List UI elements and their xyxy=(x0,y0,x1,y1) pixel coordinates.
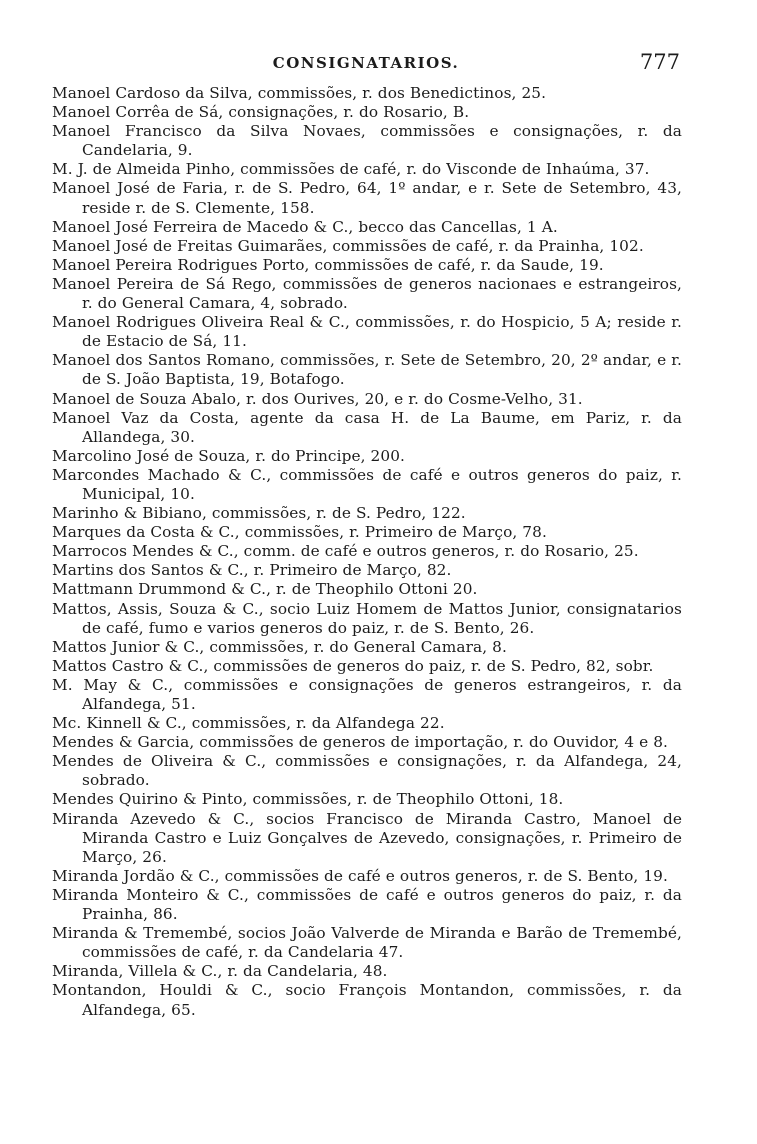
entry-list xyxy=(52,84,682,1020)
list-item: Miranda Jordão & C., commissões de café e outros generos, r. de S. Bento, 19. xyxy=(52,866,668,885)
list-item: Manoel Cardoso da Silva, commissões, r. dos Benedictinos, 25. xyxy=(52,84,547,102)
list-item: Mattos, Assis, Souza & C., socio Luiz Homem de Mattos Junior, consignatarios de café, fumo e varios generos do paiz, r. de S. Bento, 26. xyxy=(52,599,682,637)
list-item: Marques da Costa & C., commissões, r. Primeiro de Março, 78. xyxy=(52,523,547,542)
list-item: Marrocos Mendes & C., comm. de café e outros generos, r. do Rosario, 25. xyxy=(52,542,639,561)
list-item: M. May & C., commissões e consignações de generos estrangeiros, r. da Alfandega, 51. xyxy=(52,675,682,713)
list-item: Martins dos Santos & C., r. Primeiro de Março, 82. xyxy=(52,561,452,580)
list-item: Mattmann Drummond & C., r. de Theophilo Ottoni 20. xyxy=(52,580,478,599)
list-item: Manoel Rodrigues Oliveira Real & C., commissões, r. do Hospicio, 5 A; reside r. de Estacio de Sá, 11. xyxy=(52,313,682,351)
list-item: Manoel de Souza Abalo, r. dos Ourives, 20, e r. do Cosme-Velho, 31. xyxy=(52,389,583,408)
list-item: Manoel Vaz da Costa, agente da casa H. de La Baume, em Pariz, r. da Allandega, 30. xyxy=(52,408,682,446)
list-item: Miranda, Villela & C., r. da Candelaria, 48. xyxy=(52,962,388,981)
list-item: Mendes de Oliveira & C., commissões e consignações, r. da Alfandega, 24, sobrado. xyxy=(52,752,682,790)
list-item: Mendes & Garcia, commissões de generos de importação, r. do Ouvidor, 4 e 8. xyxy=(52,733,669,752)
list-item: Marcondes Machado & C., commissões de café e outros generos do paiz, r. Municipal, 10. xyxy=(52,465,682,503)
list-item: Mendes Quirino & Pinto, commissões, r. de Theophilo Ottoni, 18. xyxy=(52,790,564,809)
list-item: Manoel Pereira de Sá Rego, commissões de generos nacionaes e estrangeiros, r. do General Camara, 4, sobrado. xyxy=(52,274,682,313)
list-item: Manoel José Ferreira de Macedo & C., becco das Cancellas, 1 A. xyxy=(52,217,558,236)
list-item: Manoel Corrêa de Sá, consignações, r. do Rosario, B. xyxy=(52,103,470,122)
page-number: 777 xyxy=(639,50,680,74)
list-item: Manoel Francisco da Silva Novaes, commissões e consignações, r. da Candelaria, 9. xyxy=(52,122,682,160)
page-header xyxy=(52,50,680,78)
list-item: Marcolino José de Souza, r. do Principe, 200. xyxy=(52,446,405,465)
list-item: Montandon, Houldi & C., socio François Montandon, commissões, r. da Alfandega, 65. xyxy=(52,981,682,1019)
list-item: Mattos Castro & C., commissões de generos do paiz, r. de S. Pedro, 82, sobr. xyxy=(52,656,654,675)
list-item: Manoel Pereira Rodrigues Porto, commissões de café, r. da Saude, 19. xyxy=(52,255,604,274)
list-item: Manoel José de Faria, r. de S. Pedro, 64, 1º andar, e r. Sete de Setembro, 43, reside r. de S. Clemente, 158. xyxy=(52,179,682,217)
list-item: Marinho & Bibiano, commissões, r. de S. Pedro, 122. xyxy=(52,504,466,523)
list-item: Miranda & Tremembé, socios João Valverde de Miranda e Barão de Tremembé, commissões de café, r. da Candelaria 47. xyxy=(52,924,682,962)
list-item: Miranda Monteiro & C., commissões de café e outros generos do paiz, r. da Prainha, 86. xyxy=(52,885,682,924)
list-item: M. J. de Almeida Pinho, commissões de café, r. do Visconde de Inhaúma, 37. xyxy=(52,160,650,179)
list-item: Mc. Kinnell & C., commissões, r. da Alfandega 22. xyxy=(52,714,445,733)
list-item: Miranda Azevedo & C., socios Francisco de Miranda Castro, Manoel de Miranda Castro e Luiz Gonçalves de Azevedo, consignações, r. Primeiro de Março, 26. xyxy=(52,809,682,866)
list-item: Manoel dos Santos Romano, commissões, r. Sete de Setembro, 20, 2º andar, e r. de S. João Baptista, 19, Botafogo. xyxy=(52,351,682,389)
list-item: Mattos Junior & C., commissões, r. do General Camara, 8. xyxy=(52,637,507,656)
list-item: Manoel José de Freitas Guimarães, commissões de café, r. da Prainha, 102. xyxy=(52,236,644,255)
section-title: CONSIGNATARIOS. xyxy=(272,54,460,72)
